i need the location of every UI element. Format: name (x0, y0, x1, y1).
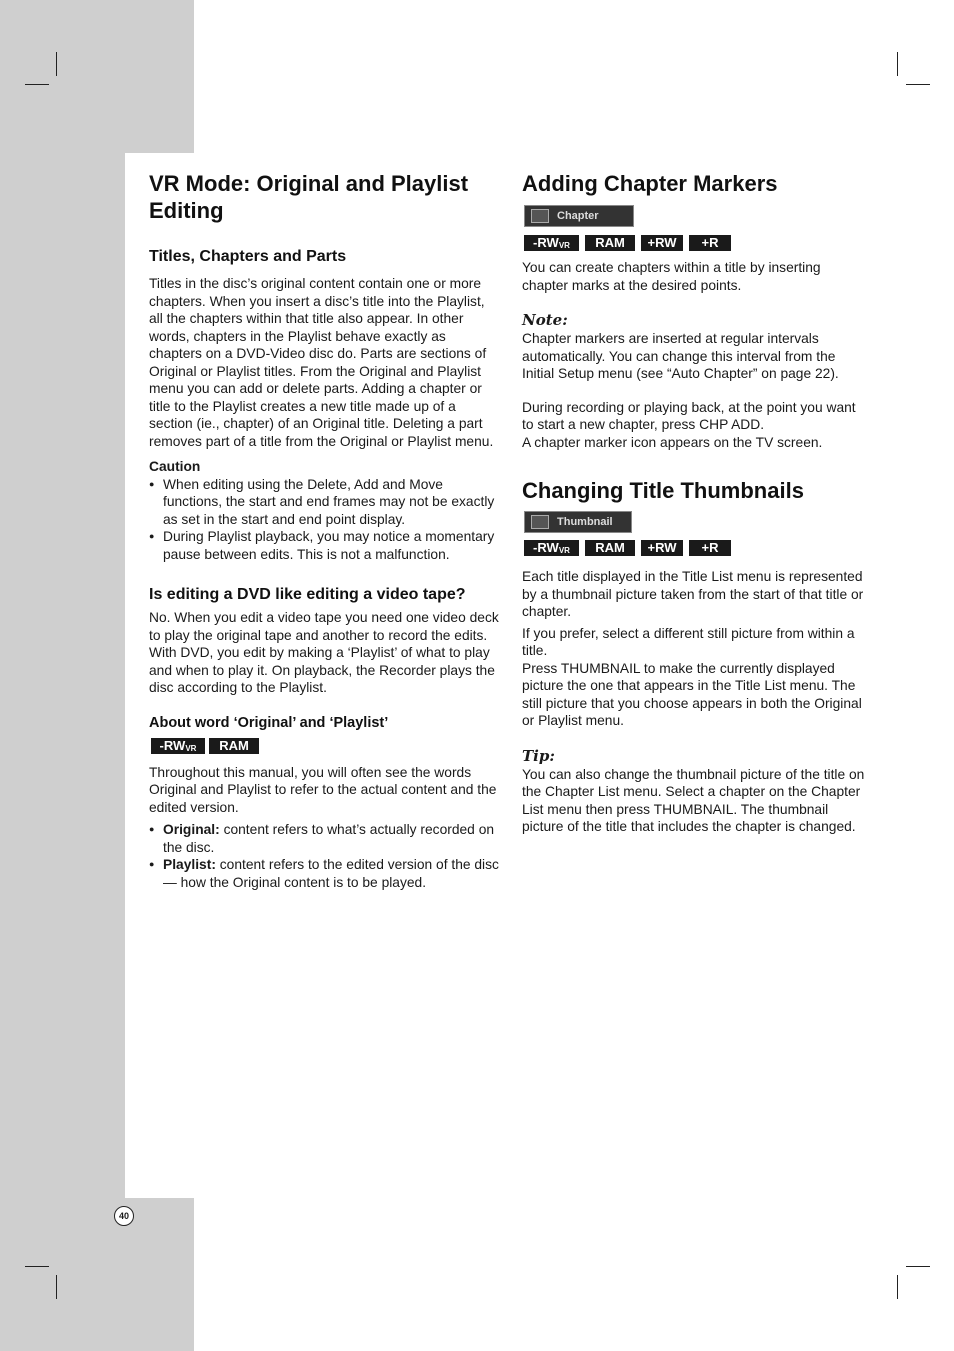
term-playlist: Playlist: (163, 857, 216, 872)
badge-ram: RAM (585, 540, 635, 556)
crop-mark (897, 1275, 898, 1299)
disc-badges (151, 738, 501, 754)
section-title-adding-chapter: Adding Chapter Markers (522, 171, 778, 196)
badge-text: -RW (533, 235, 559, 250)
paragraph-about-original-playlist: Throughout this manual, you will often see the words Original and Playlist to refer to the actual content and the edited version. (149, 764, 497, 815)
original-playlist-list (149, 821, 501, 891)
paragraph-chapter-intro: You can create chapters within a title by inserting chapter marks at the desired points. (522, 260, 821, 293)
heading-about-original-playlist: About word ‘Original’ and ‘Playlist’ (149, 714, 389, 731)
badge-rw-vr (524, 235, 579, 251)
list-item-original (149, 821, 501, 856)
badge-text: -RW (159, 737, 186, 753)
section-title-vr-mode: VR Mode: Original and Playlist Editing (149, 171, 469, 223)
crop-mark (25, 84, 49, 85)
paragraph-note: Chapter markers are inserted at regular intervals automatically. You can change this interval from the Initial Setup menu (see “Auto Chapter” on page 22). (522, 331, 839, 381)
camera-icon (531, 515, 549, 529)
heading-titles-chapters-parts: Titles, Chapters and Parts (149, 248, 347, 265)
badge-ram: RAM (209, 738, 259, 754)
crop-mark (897, 52, 898, 76)
crop-mark (56, 52, 57, 76)
paragraph-thumb-intro: Each title displayed in the Title List menu is represented by a thumbnail picture taken from the start of that title or chapter. (522, 569, 864, 619)
crop-mark (906, 1266, 930, 1267)
badge-text: -RW (533, 540, 559, 555)
heading-editing-dvd: Is editing a DVD like editing a video tape? (149, 586, 466, 603)
paragraph-chapter-icon: A chapter marker icon appears on the TV screen. (522, 434, 823, 450)
menu-label: Thumbnail (557, 516, 613, 528)
caution-item: ● During Playlist playback, you may notice a momentary pause between edits. This is not a malfunction. (149, 528, 501, 563)
disc-badges (524, 235, 867, 251)
paragraph-editing-dvd: No. When you edit a video tape you need one video deck to play the original tape and another to record the edits. With DVD, you edit by making a ‘Playlist’ of what to play and when to play it. On playback, the Recorder plays the disc according to the Playlist. (149, 610, 499, 695)
crop-mark (25, 1266, 49, 1267)
paragraph-tip: You can also change the thumbnail picture of the title on the Chapter List menu. Select a chapter on the Chapter List menu then press THUMBNAIL. The thumbnail picture of the title that includes the chapter is changed. (522, 766, 865, 834)
caution-item: ● When editing using the Delete, Add and Move functions, the start and end frames may not be exactly as set in the start and end point display. (149, 476, 501, 529)
term-playlist-desc: content refers to the edited version of the disc — how the Original content is to be played. (163, 857, 499, 890)
crop-mark (906, 84, 930, 85)
margin-band-bottom (0, 1198, 194, 1351)
margin-band-top (0, 0, 194, 153)
film-icon (531, 209, 549, 223)
menu-label: Chapter (557, 210, 599, 222)
term-original: Original: (163, 822, 220, 837)
badge-rw-vr (151, 738, 205, 754)
badge-plus-r: +R (689, 540, 731, 556)
disc-badges (524, 540, 867, 556)
list-item-playlist (149, 856, 501, 891)
crop-mark (56, 1275, 57, 1299)
paragraph-thumb-select: If you prefer, select a different still picture from within a title. (522, 625, 855, 658)
badge-sub: VR (185, 743, 197, 753)
paragraph-thumb-press: Press THUMBNAIL to make the currently displayed picture the one that appears in the Title List menu. The still picture that you choose appears in both the Original or Playlist menu. (522, 660, 862, 728)
badge-plus-rw: +RW (641, 235, 683, 251)
caution-list (149, 476, 501, 564)
margin-band-left (0, 153, 125, 1198)
badge-plus-rw: +RW (641, 540, 683, 556)
caution-heading: Caution (149, 459, 201, 474)
thumbnail-menu-graphic (524, 511, 632, 533)
badge-sub: VR (558, 546, 570, 555)
page-number: 40 (114, 1206, 134, 1226)
paragraph-chp-add: During recording or playing back, at the point you want to start a new chapter, press CHP ADD. (522, 399, 856, 432)
right-column (522, 170, 867, 836)
term-original-desc: content refers to what’s actually recorded on the disc. (163, 822, 495, 855)
note-heading: Note: (522, 311, 568, 329)
chapter-menu-graphic (524, 205, 634, 227)
left-column (149, 170, 501, 891)
badge-plus-r: +R (689, 235, 731, 251)
paragraph-titles-chapters-parts: Titles in the disc’s original content contain one or more chapters. When you insert a disc’s title into the Playlist, all the chapters within that title also appear. In other words, chapters in the Playlist behave exactly as chapters on a DVD-Video disc do. Parts are sections of Original or Playlist titles. From the Original and Playlist menu you can add or delete parts. Adding a chapter or title to the Playlist creates a new title made up of a section (ie., chapter) of an Original title. Deleting a part removes part of a title from the Original or Playlist menu. (149, 276, 494, 449)
badge-rw-vr (524, 540, 579, 556)
badge-ram: RAM (585, 235, 635, 251)
tip-heading: Tip: (522, 746, 555, 765)
section-title-thumbnails: Changing Title Thumbnails (522, 478, 804, 503)
badge-sub: VR (558, 241, 570, 250)
